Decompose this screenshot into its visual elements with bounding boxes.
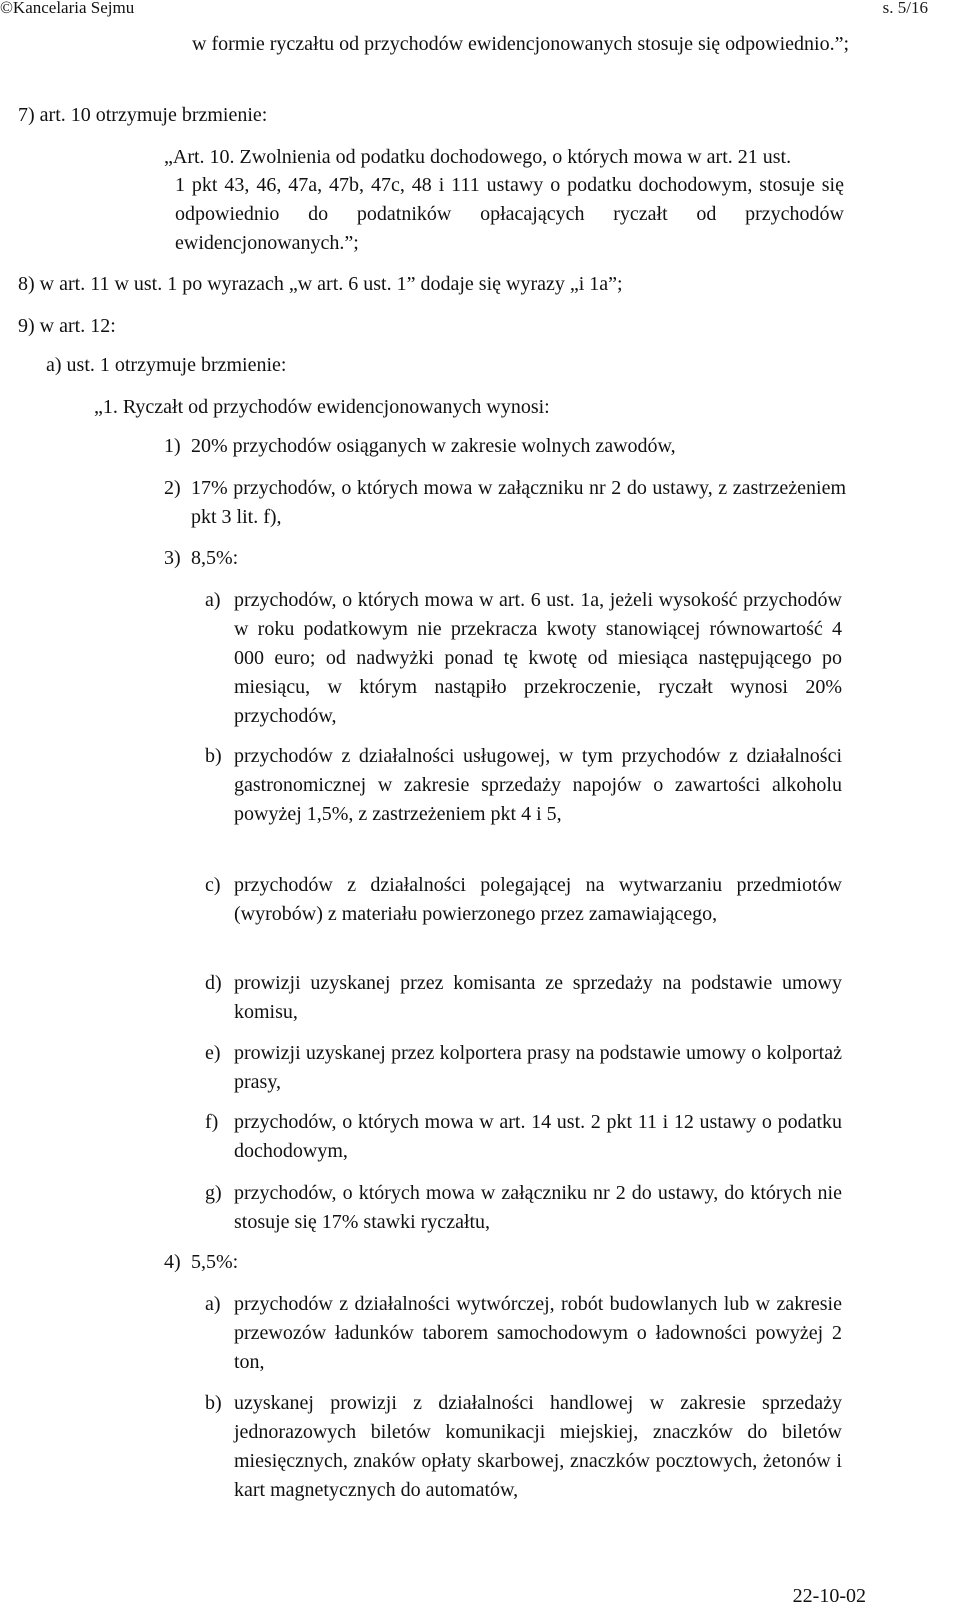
continuation-paragraph: w formie ryczałtu od przychodów ewidencjonowanych stosuje się odpowiednio.”; [192, 33, 850, 55]
page-header [0, 0, 928, 18]
sub-text-3g: przychodów, o których mowa w załączniku nr 2 do ustawy, do których nie stosuje się 17% stawki ryczałtu, [234, 1182, 842, 1233]
source-label: ©Kancelaria Sejmu [0, 0, 135, 17]
rate-text-3: 8,5%: [191, 547, 239, 569]
sub-label-4b: b) [205, 1392, 222, 1414]
amendment-point-8: 8) w art. 11 w ust. 1 po wyrazach „w art. 6 ust. 1” dodaje się wyrazy „i 1a”; [18, 273, 623, 295]
sub-text-3a: przychodów, o których mowa w art. 6 ust. 1a, jeżeli wysokość przychodów w roku podatkowym nie przekracza kwoty stanowiącej równowartość 4 000 euro; od nadwyżki ponad tę kwotę od miesiąca następującego po miesiącu, w którym nastąpiło przekroczenie, ryczałt wynosi 20% przychodów, [234, 589, 842, 727]
sub-text-3b: przychodów z działalności usługowej, w tym przychodów z działalności gastronomicznej w zakresie sprzedaży napojów o zawartości alkoholu powyżej 1,5%, z zastrzeżeniem pkt 4 i 5, [234, 745, 842, 825]
sub-text-4b: uzyskanej prowizji z działalności handlowej w zakresie sprzedaży jednorazowych biletów komunikacji miejskiej, znaczków do biletów miesięcznych, znaków opłaty skarbowej, znaczków pocztowych, żetonów i kart magnetycznych do automatów, [234, 1392, 842, 1501]
rate-text-2: 17% przychodów, o których mowa w załączniku nr 2 do ustawy, z zastrzeżeniem pkt 3 lit. f), [191, 477, 846, 528]
rate-label-3: 3) [164, 547, 181, 569]
amendment-point-7: 7) art. 10 otrzymuje brzmienie: [18, 104, 268, 126]
sub-label-3a: a) [205, 589, 221, 611]
rate-text-1: 20% przychodów osiąganych w zakresie wolnych zawodów, [191, 435, 676, 457]
sub-label-4a: a) [205, 1293, 221, 1315]
sub-text-3f: przychodów, o których mowa w art. 14 ust. 2 pkt 11 i 12 ustawy o podatku dochodowym, [234, 1111, 842, 1162]
rate-text-4: 5,5%: [191, 1251, 239, 1273]
rate-label-1: 1) [164, 435, 181, 457]
rate-label-2: 2) [164, 477, 181, 499]
amendment-point-9: 9) w art. 12: [18, 315, 116, 337]
art-10-heading: „Art. 10. Zwolnienia od podatku dochodowego, o których mowa w art. 21 ust. [164, 146, 792, 168]
sub-label-3f: f) [205, 1111, 219, 1133]
sub-label-3d: d) [205, 972, 222, 994]
sub-label-3b: b) [205, 745, 222, 767]
sub-text-3d: prowizji uzyskanej przez komisanta ze sprzedaży na podstawie umowy komisu, [234, 972, 842, 1023]
rate-label-4: 4) [164, 1251, 181, 1273]
art-10-text: 1 pkt 43, 46, 47a, 47b, 47c, 48 i 111 ustawy o podatku dochodowym, stosuje się odpowiednio do podatników opłacających ryczałt od przychodów ewidencjonowanych.”; [175, 174, 844, 254]
sub-text-4a: przychodów z działalności wytwórczej, robót budowlanych lub w zakresie przewozów ładunków taborem samochodowym o ładowności powyżej 2 ton, [234, 1293, 842, 1373]
sub-label-3c: c) [205, 874, 221, 896]
sub-label-3e: e) [205, 1042, 221, 1064]
sub-text-3c: przychodów z działalności polegającej na wytwarzaniu przedmiotów (wyrobów) z materiału powierzonego przez zamawiającego, [234, 874, 842, 925]
art-12-ust-1-intro: „1. Ryczałt od przychodów ewidencjonowanych wynosi: [94, 396, 550, 418]
page-footer [793, 1584, 866, 1608]
page-number: s. 5/16 [882, 0, 928, 17]
sub-text-3e: prowizji uzyskanej przez kolportera prasy na podstawie umowy o kolportaż prasy, [234, 1042, 842, 1093]
sub-label-3g: g) [205, 1182, 222, 1204]
amendment-letter-a: a) ust. 1 otrzymuje brzmienie: [46, 354, 287, 376]
document-date: 22-10-02 [792, 1585, 866, 1607]
